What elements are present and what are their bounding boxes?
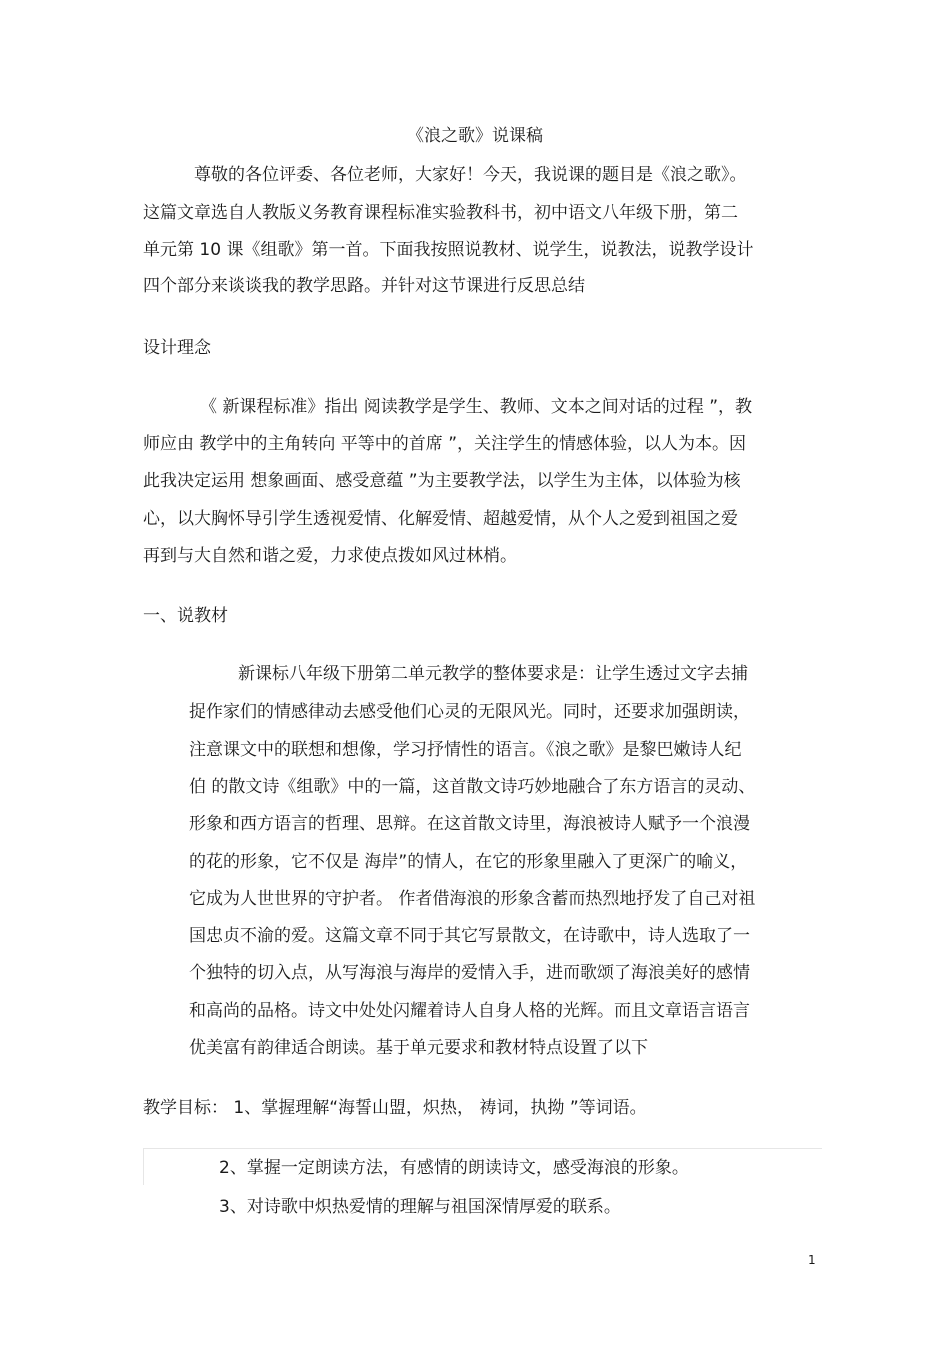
section-line: 形象和西方语言的哲理、思辩。在这首散文诗里，海浪被诗人赋予一个浪漫 bbox=[189, 814, 750, 834]
design-line: 心，以大胸怀导引学生透视爱情、化解爱情、超越爱情，从个人之爱到祖国之爱 bbox=[143, 509, 738, 529]
intro-line: 这篇文章选自人教版义务教育课程标准实验教科书，初中语文八年级下册，第二 bbox=[143, 203, 738, 223]
intro-line: 单元第 10 课《组歌》第一首。下面我按照说教材、说学生，说教法，说教学设计 bbox=[143, 240, 754, 260]
design-line: 《 新课程标准》指出 阅读教学是学生、教师、文本之间对话的过程 ”，教 bbox=[200, 397, 753, 417]
section-line: 它成为人世世界的守护者。 作者借海浪的形象含蓄而热烈地抒发了自己对祖 bbox=[189, 889, 756, 909]
design-heading: 设计理念 bbox=[143, 338, 211, 358]
section-line: 国忠贞不渝的爱。这篇文章不同于其它写景散文，在诗歌中，诗人选取了一 bbox=[189, 926, 750, 946]
section-heading: 一、说教材 bbox=[143, 606, 228, 626]
intro-line: 尊敬的各位评委、各位老师，大家好！今天，我说课的题目是《浪之歌》。 bbox=[194, 165, 747, 185]
section-line: 注意课文中的联想和想像，学习抒情性的语言。《浪之歌》是黎巴嫩诗人纪 bbox=[189, 740, 742, 760]
intro-line: 四个部分来谈谈我的教学思路。并针对这节课进行反思总结 bbox=[143, 276, 585, 296]
document-title: 《浪之歌》说课稿 bbox=[407, 126, 543, 146]
teaching-goal-3: 3、对诗歌中炽热爱情的理解与祖国深情厚爱的联系。 bbox=[219, 1197, 621, 1217]
design-line: 再到与大自然和谐之爱，力求使点拨如风过林梢。 bbox=[143, 546, 517, 566]
section-line: 新课标八年级下册第二单元教学的整体要求是：让学生透过文字去捕 bbox=[238, 664, 748, 684]
section-line: 个独特的切入点，从写海浪与海岸的爱情入手，进而歌颂了海浪美好的感情 bbox=[189, 963, 750, 983]
page-number: 1 bbox=[808, 1253, 816, 1267]
design-line: 师应由 教学中的主角转向 平等中的首席 ”，关注学生的情感体验，以人为本。因 bbox=[143, 434, 747, 454]
section-line: 伯 的散文诗《组歌》中的一篇，这首散文诗巧妙地融合了东方语言的灵动、 bbox=[189, 777, 756, 797]
section-line: 和高尚的品格。诗文中处处闪耀着诗人自身人格的光辉。而且文章语言语言 bbox=[189, 1001, 750, 1021]
design-line: 此我决定运用 想象画面、感受意蕴 ”为主要教学法，以学生为主体，以体验为核 bbox=[143, 471, 741, 491]
section-line: 的花的形象，它不仅是 海岸”的情人，在它的形象里融入了更深广的喻义， bbox=[189, 852, 748, 872]
section-line: 优美富有韵律适合朗读。基于单元要求和教材特点设置了以下 bbox=[189, 1038, 648, 1058]
teaching-goal-2: 2、掌握一定朗读方法，有感情的朗读诗文，感受海浪的形象。 bbox=[219, 1158, 689, 1178]
teaching-goal-1: 教学目标： 1、掌握理解“海誓山盟，炽热， 祷词，执拗 ”等词语。 bbox=[143, 1098, 647, 1118]
section-line: 捉作家们的情感律动去感受他们心灵的无限风光。同时，还要求加强朗读， bbox=[189, 702, 750, 722]
